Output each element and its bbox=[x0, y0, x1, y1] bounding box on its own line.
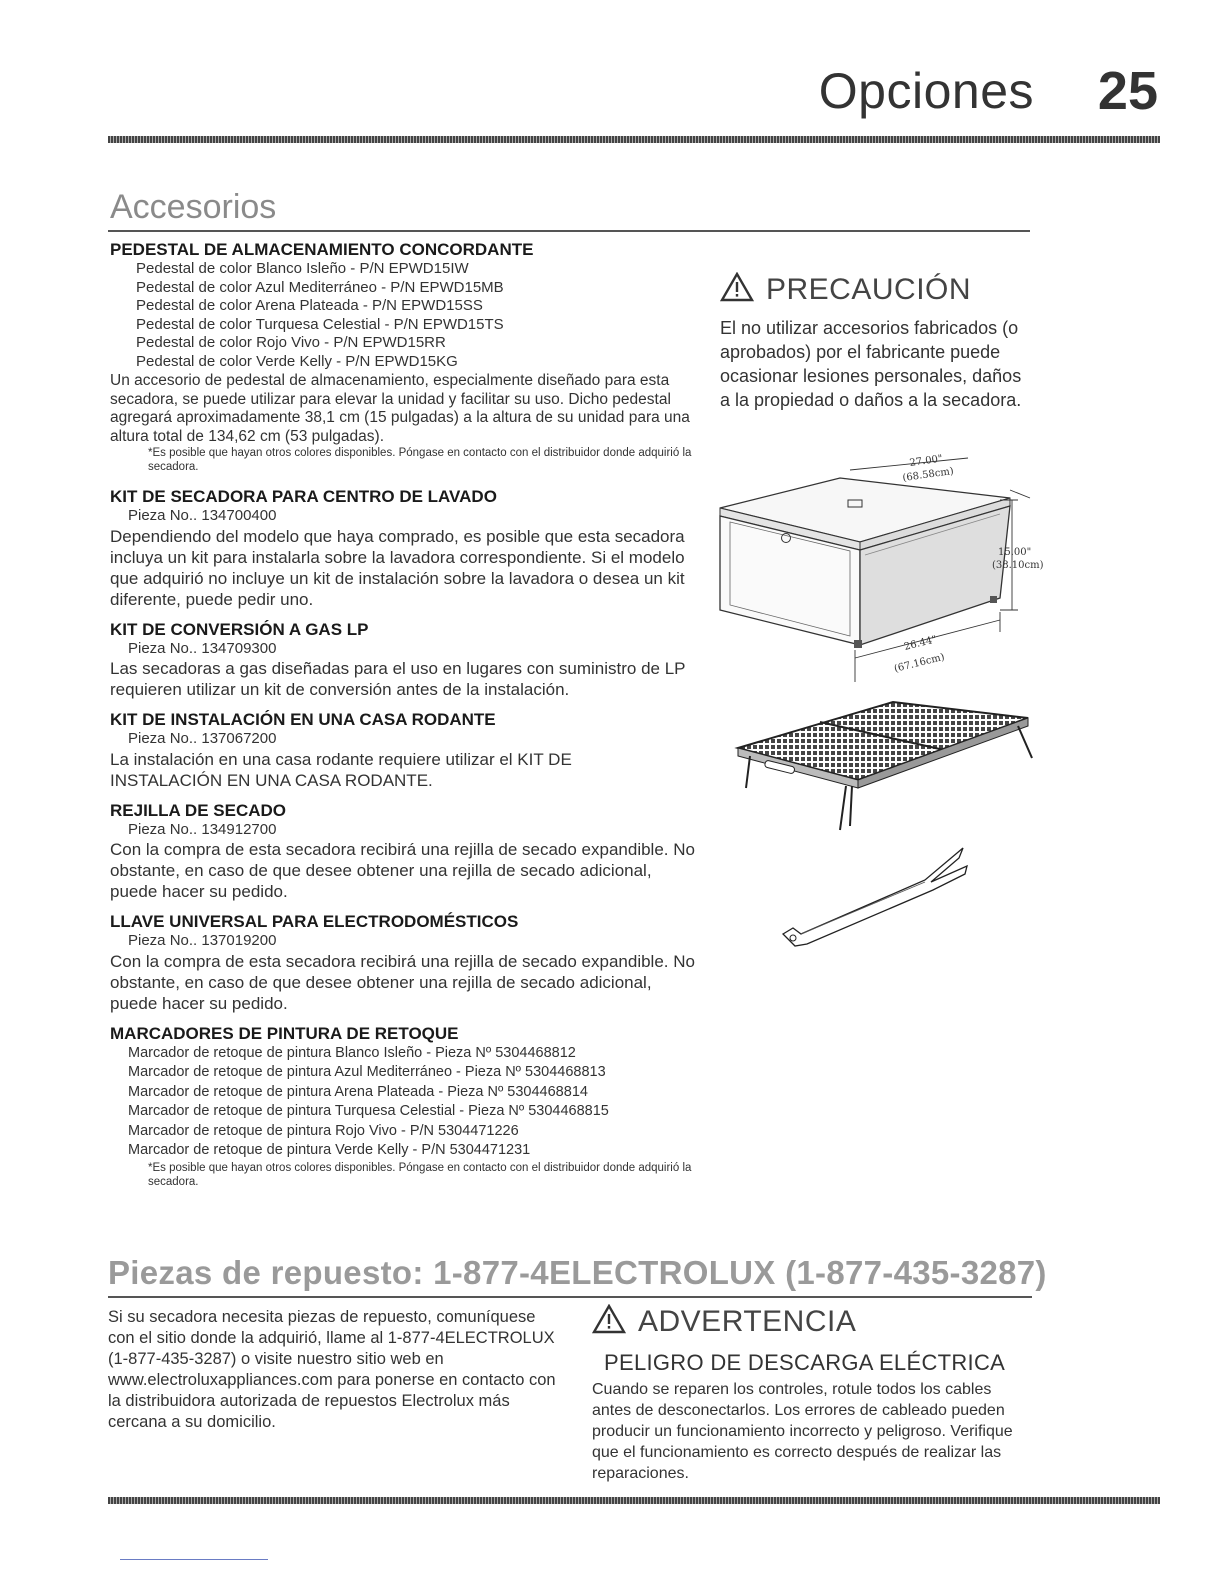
footer-line bbox=[120, 1559, 268, 1560]
washer-kit-description: Dependiendo del modelo que haya comprado, es posible que esta secadora incluya un kit para instalarla sobre la lavadora correspondiente. Si el modelo que adquirió no incluye un kit de instalación sobre la lavadora o desea un kit diferente, puede pedir uno. bbox=[110, 526, 685, 609]
touchup-heading: MARCADORES DE PINTURA DE RETOQUE bbox=[110, 1023, 459, 1043]
pedestal-item: Pedestal de color Azul Mediterráneo - P/N EPWD15MB bbox=[136, 278, 504, 296]
page-number: 25 bbox=[1097, 61, 1158, 121]
drying-rack-part: Pieza No.. 134912700 bbox=[128, 820, 277, 838]
caution-body: El no utilizar accesorios fabricados (o aprobados) por el fabricante puede ocasionar lesiones personales, daños a la propiedad o daños a la secadora. bbox=[720, 318, 1022, 410]
warning-title-text: ADVERTENCIA bbox=[638, 1304, 857, 1338]
dim-width: 27.00" bbox=[908, 453, 944, 469]
replacement-rule bbox=[108, 1296, 1032, 1298]
replacement-parts-title: Piezas de repuesto: 1-877-4ELECTROLUX (1-877-435-3287) bbox=[108, 1254, 1047, 1291]
pedestal-note: *Es posible que hayan otros colores disponibles. Póngase en contacto con el distribuidor donde adquirió la secadora. bbox=[148, 447, 692, 473]
drying-rack-description: Con la compra de esta secadora recibirá una rejilla de secado expandible. No obstante, en caso de que desee obtener una rejilla de secado adicional, puede hacer su pedido. bbox=[110, 840, 695, 901]
wrench-illustration bbox=[775, 842, 975, 954]
caution-title-text: PRECAUCIÓN bbox=[766, 272, 972, 306]
washer-kit-heading: KIT DE SECADORA PARA CENTRO DE LAVADO bbox=[110, 487, 497, 506]
pedestal-item: Pedestal de color Turquesa Celestial - P/N EPWD15TS bbox=[136, 315, 504, 333]
drying-rack-heading: REJILLA DE SECADO bbox=[110, 800, 287, 820]
warning-body: Cuando se reparen los controles, rotule todos los cables antes de desconectarlos. Los errores de cableado pueden producir un funcionamiento incorrecto y peligroso. Verifique que el funcionamiento es correcto después de realizar las reparaciones. bbox=[592, 1381, 1013, 1482]
page-title: Opciones bbox=[818, 63, 1034, 119]
warning-box bbox=[592, 1304, 1042, 1484]
warning-title bbox=[592, 1304, 1042, 1342]
pedestal-item: Pedestal de color Rojo Vivo - P/N EPWD15RR bbox=[136, 334, 446, 351]
lp-kit-part: Pieza No.. 134709300 bbox=[128, 639, 277, 657]
pedestal-illustration bbox=[700, 450, 1050, 690]
header-rule bbox=[108, 136, 1160, 143]
dim-depth: 26.44" bbox=[903, 634, 938, 653]
drying-rack-illustration bbox=[728, 690, 1048, 840]
footer-rule bbox=[108, 1497, 1160, 1504]
pedestal-heading: PEDESTAL DE ALMACENAMIENTO CONCORDANTE bbox=[110, 240, 534, 259]
touchup-note: *Es posible que hayan otros colores disponibles. Póngase en contacto con el distribuidor donde adquirió la secadora. bbox=[148, 1161, 692, 1188]
touchup-item: Marcador de retoque de pintura Azul Mediterráneo - Pieza Nº 5304468813 bbox=[128, 1064, 606, 1080]
accessories-list bbox=[110, 240, 710, 1189]
wrench-part: Pieza No.. 137019200 bbox=[128, 932, 277, 949]
mobile-home-part: Pieza No.. 137067200 bbox=[128, 730, 277, 747]
caution-box bbox=[720, 272, 1040, 412]
replacement-body: Si su secadora necesita piezas de repuesto, comuníquese con el sitio donde la adquirió, llame al 1-877-4ELECTROLUX (1-877-435-3287) o visite nuestro sitio web en www.electroluxappliances.com para ponerse en contacto con la distribuidora autorizada de repuestos Electrolux más cercana a su domicilio. bbox=[108, 1308, 556, 1431]
section-title-accesorios: Accesorios bbox=[110, 188, 277, 226]
mobile-home-heading: KIT DE INSTALACIÓN EN UNA CASA RODANTE bbox=[110, 710, 496, 729]
dim-width-cm: (68.58cm) bbox=[901, 465, 955, 484]
warning-triangle-icon bbox=[592, 1304, 626, 1342]
wrench-description: Con la compra de esta secadora recibirá una rejilla de secado expandible. No obstante, en caso de que desee obtener una rejilla de secado adicional, puede hacer su pedido. bbox=[110, 951, 695, 1013]
touchup-item: Marcador de retoque de pintura Arena Plateada - Pieza Nº 5304468814 bbox=[128, 1083, 588, 1100]
wrench-heading: LLAVE UNIVERSAL PARA ELECTRODOMÉSTICOS bbox=[110, 912, 519, 931]
touchup-item: Marcador de retoque de pintura Turquesa Celestial - Pieza Nº 5304468815 bbox=[128, 1103, 609, 1119]
dim-depth-cm: (67.16cm) bbox=[893, 651, 946, 675]
section-rule bbox=[108, 230, 1030, 232]
pedestal-item: Pedestal de color Blanco Isleño - P/N EPWD15IW bbox=[136, 260, 469, 277]
warning-triangle-icon bbox=[720, 272, 754, 310]
warning-subtitle: PELIGRO DE DESCARGA ELÉCTRICA bbox=[604, 1350, 1006, 1375]
touchup-item: Marcador de retoque de pintura Rojo Vivo - P/N 5304471226 bbox=[128, 1122, 519, 1139]
touchup-item: Marcador de retoque de pintura Blanco Isleño - Pieza Nº 5304468812 bbox=[128, 1044, 576, 1061]
mobile-home-description: La instalación en una casa rodante requiere utilizar el KIT DE INSTALACIÓN EN UNA CASA RODANTE. bbox=[110, 749, 572, 790]
caution-title bbox=[720, 272, 1040, 310]
pedestal-description: Un accesorio de pedestal de almacenamiento, especialmente diseñado para esta secadora, se puede utilizar para elevar la unidad y facilitar su uso. Dicho pedestal agregará aproximadamente 38,1 cm (15 pulgadas) a la altura de su unidad para una altura total de 134,62 cm (53 pulgadas). bbox=[110, 372, 690, 445]
dim-height: 15.00" bbox=[998, 547, 1032, 558]
lp-kit-description: Las secadoras a gas diseñadas para el uso en lugares con suministro de LP requieren utilizar un kit de conversión antes de la instalación. bbox=[110, 659, 686, 699]
dim-height-cm: (38.10cm) bbox=[992, 560, 1044, 571]
pedestal-item: Pedestal de color Verde Kelly - P/N EPWD15KG bbox=[136, 352, 458, 370]
pedestal-item: Pedestal de color Arena Plateada - P/N EPWD15SS bbox=[136, 297, 483, 314]
lp-kit-heading: KIT DE CONVERSIÓN A GAS LP bbox=[110, 619, 369, 639]
touchup-item: Marcador de retoque de pintura Verde Kelly - P/N 5304471231 bbox=[128, 1142, 531, 1158]
washer-kit-part: Pieza No.. 134700400 bbox=[128, 507, 277, 524]
